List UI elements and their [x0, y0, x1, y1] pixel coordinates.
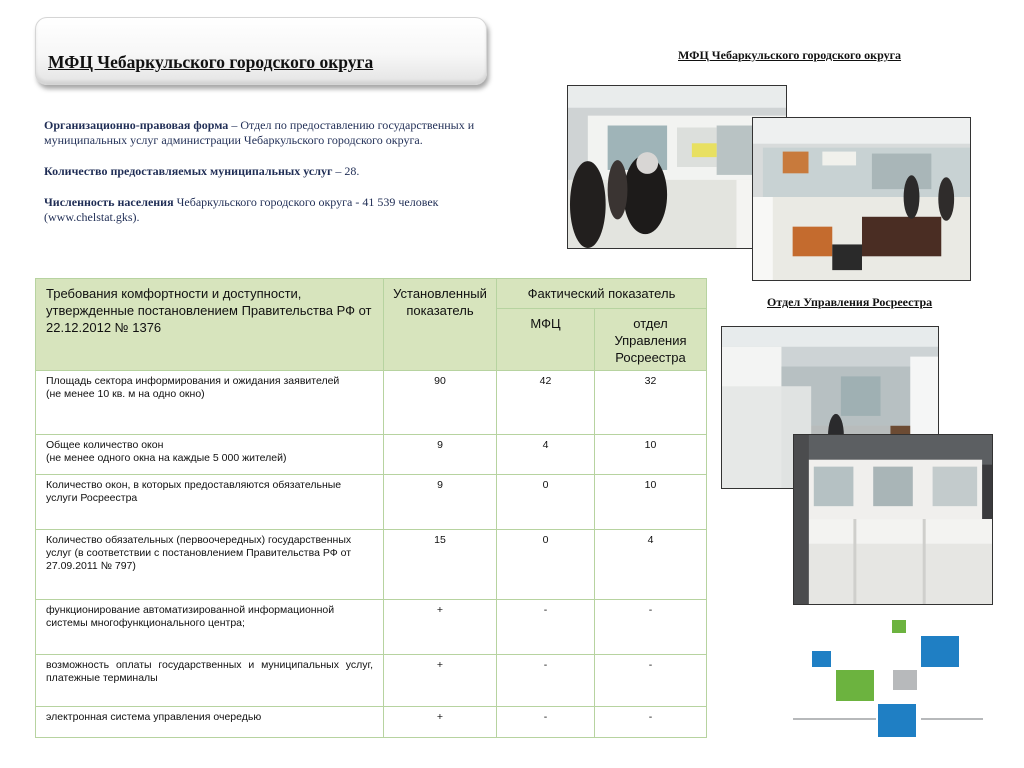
row-mfc: 0	[497, 530, 595, 600]
org-form-text: – Отдел по предоставлению государственных и муниципальных услуг администрации Чебаркульского городского округа.	[44, 118, 475, 147]
row-rosreestr: 4	[595, 530, 707, 600]
row-rosreestr: -	[595, 600, 707, 655]
table-row	[36, 530, 707, 600]
deco-square-gray	[893, 670, 917, 690]
row-mfc: -	[497, 655, 595, 707]
rosreestr-photo-caption: Отдел Управления Росреестра	[767, 295, 933, 309]
header-established: Установленный показатель	[384, 279, 497, 371]
services-text: – 28.	[332, 164, 360, 178]
row-established: 9	[384, 475, 497, 530]
row-rosreestr: 10	[595, 475, 707, 530]
requirements-table	[35, 278, 707, 738]
deco-line-right	[921, 718, 983, 720]
services-label: Количество предоставляемых муниципальных услуг	[44, 164, 333, 178]
table-row	[36, 707, 707, 738]
deco-square-blue-small	[812, 651, 831, 667]
population-text: Чебаркульского городского округа - 41 539 человек (www.chelstat.gks).	[44, 195, 439, 224]
table-row	[36, 435, 707, 475]
row-rosreestr: 32	[595, 371, 707, 435]
org-form-paragraph	[44, 118, 534, 148]
row-requirement: функционирование автоматизированной информационной системы многофункционального центра;	[36, 600, 384, 655]
photo-rosreestr-windows	[793, 434, 993, 605]
row-established: 9	[384, 435, 497, 475]
row-established: +	[384, 655, 497, 707]
table-row	[36, 655, 707, 707]
mfc-photo-caption: МФЦ Чебаркульского городского округа	[678, 48, 902, 62]
header-mfc: МФЦ	[497, 309, 595, 371]
header-rosreestr: отдел Управления Росреестра	[595, 309, 707, 371]
row-rosreestr: -	[595, 707, 707, 738]
deco-line-left	[793, 718, 876, 720]
row-established: 90	[384, 371, 497, 435]
table-header-row	[36, 279, 707, 309]
header-actual: Фактический показатель	[497, 279, 707, 309]
row-rosreestr: -	[595, 655, 707, 707]
org-form-label: Организационно-правовая форма	[44, 118, 229, 132]
population-label: Численность населения	[44, 195, 174, 209]
deco-square-green-large	[836, 670, 874, 701]
table-row	[36, 371, 707, 435]
population-paragraph	[44, 195, 534, 225]
photo-mfc-office	[752, 117, 971, 281]
table-row	[36, 475, 707, 530]
row-requirement: Количество окон, в которых предоставляются обязательные услуги Росреестра	[36, 475, 384, 530]
row-established: 15	[384, 530, 497, 600]
row-rosreestr: 10	[595, 435, 707, 475]
row-established: +	[384, 600, 497, 655]
header-requirements: Требования комфортности и доступности, утвержденные постановлением Правительства РФ от 22.12.2012 № 1376	[36, 279, 384, 371]
deco-square-blue-bottom	[878, 704, 916, 737]
title-box	[35, 17, 487, 85]
row-mfc: 42	[497, 371, 595, 435]
row-requirement: Общее количество окон (не менее одного окна на каждые 5 000 жителей)	[36, 435, 384, 475]
row-mfc: 4	[497, 435, 595, 475]
row-established: +	[384, 707, 497, 738]
row-mfc: 0	[497, 475, 595, 530]
deco-square-small-green	[892, 620, 906, 633]
table-row	[36, 600, 707, 655]
row-requirement: Количество обязательных (первоочередных) государственных услуг (в соответствии с постановлением Правительства РФ от 27.09.2011 № 797)	[36, 530, 384, 600]
row-requirement: электронная система управления очередью	[36, 707, 384, 738]
row-mfc: -	[497, 600, 595, 655]
row-mfc: -	[497, 707, 595, 738]
deco-square-blue-large	[921, 636, 959, 667]
services-paragraph	[44, 164, 534, 179]
row-requirement: возможность оплаты государственных и муниципальных услуг, платежные терминалы	[36, 655, 384, 707]
page-title: МФЦ Чебаркульского городского округа	[48, 52, 374, 72]
row-requirement: Площадь сектора информирования и ожидания заявителей (не менее 10 кв. м на одно окно)	[36, 371, 384, 435]
